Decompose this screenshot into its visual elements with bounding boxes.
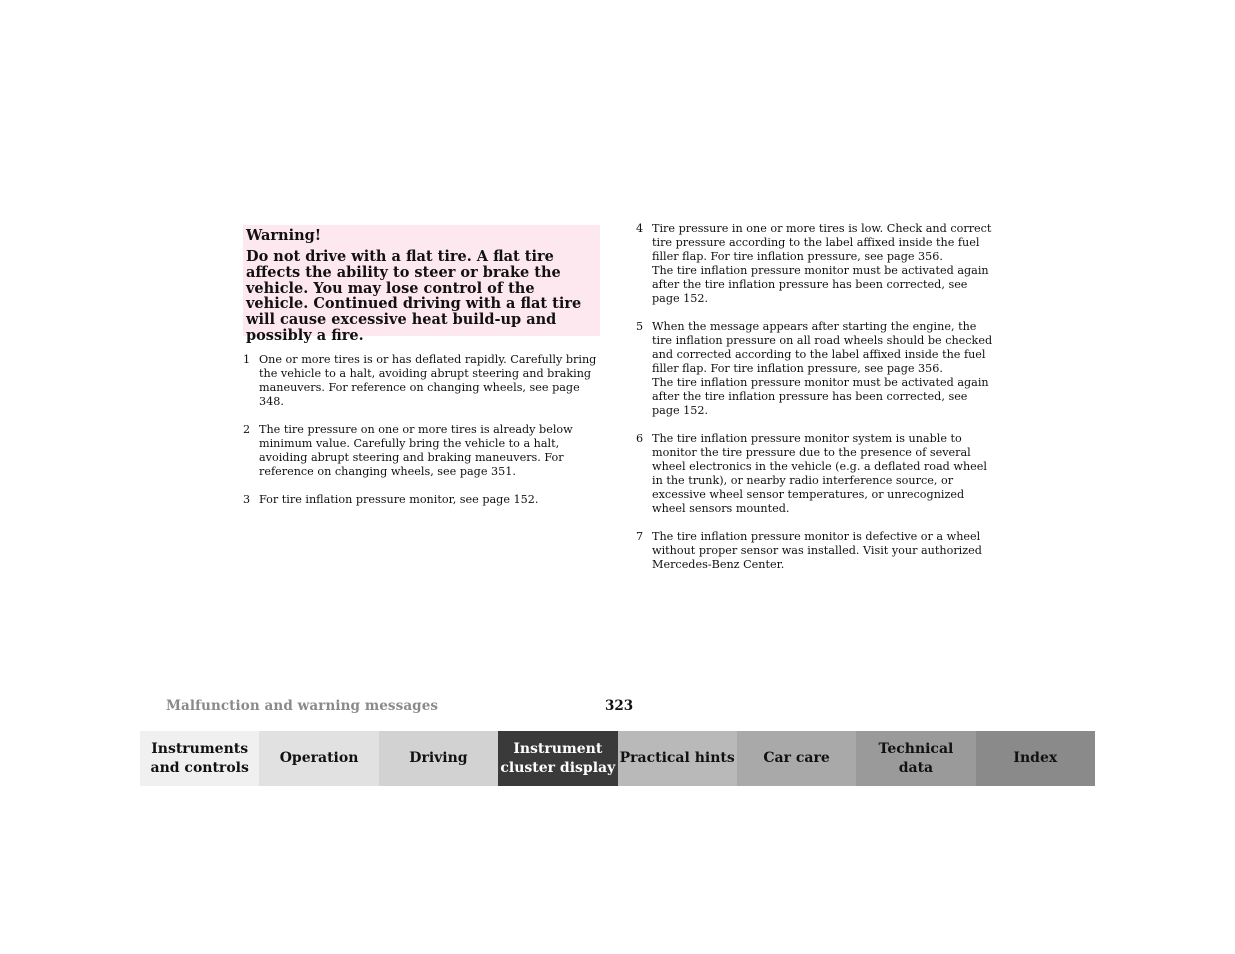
item-text: One or more tires is or has deflated rapidly. Carefully bring the vehicle to a halt, avoiding abrupt steering and braking maneuvers. For reference on changing wheels, see page 348.	[259, 353, 597, 408]
item-text: The tire inflation pressure monitor must be activated again after the tire inflation pressure has been corrected, see page 152.	[652, 264, 989, 305]
list-item	[243, 423, 603, 479]
item-number: 1	[243, 353, 251, 366]
warning-title: Warning!	[246, 227, 322, 244]
item-number: 6	[636, 432, 644, 445]
item-number: 4	[636, 222, 644, 235]
tab-car-care[interactable]: Car care	[737, 731, 856, 786]
list-item	[636, 432, 996, 516]
list-item	[243, 353, 603, 409]
item-number: 7	[636, 530, 644, 543]
tab-index[interactable]: Index	[976, 731, 1095, 786]
tab-instrument-cluster-display[interactable]: Instrument cluster display	[498, 731, 617, 786]
list-item	[636, 530, 996, 572]
item-number: 2	[243, 423, 251, 436]
tab-operation[interactable]: Operation	[259, 731, 378, 786]
chapter-tab-bar	[140, 731, 1095, 786]
warning-box	[243, 225, 600, 344]
tab-technical-data[interactable]: Technical data	[856, 731, 975, 786]
tab-driving[interactable]: Driving	[379, 731, 498, 786]
item-number: 3	[243, 493, 251, 506]
item-text: When the message appears after starting the engine, the tire inflation pressure on all road wheels should be checked and corrected according to the label affixed inside the fuel filler flap. For tire inflation pressure, see page 356.	[652, 320, 993, 375]
item-text: The tire inflation pressure monitor system is unable to monitor the tire pressure due to the presence of several wheel electronics in the vehicle (e.g. a deflated road wheel in the trunk), or nearby radio interference source, or excessive wheel sensor temperatures, or unrecognized wheel sensors mounted.	[652, 432, 987, 515]
section-title: Malfunction and warning messages	[166, 698, 439, 714]
item-text: The tire inflation pressure monitor must be activated again after the tire inflation pressure has been corrected, see page 152.	[652, 376, 989, 417]
page-number: 323	[605, 698, 634, 714]
tab-practical-hints[interactable]: Practical hints	[618, 731, 737, 786]
left-column	[243, 353, 603, 521]
tab-instruments-and-controls[interactable]: Instruments and controls	[140, 731, 259, 786]
list-item	[243, 493, 603, 507]
warning-text: Do not drive with a flat tire. A flat tire affects the ability to steer or brake the vehicle. You may lose control of the vehicle. Continued driving with a flat tire will cause excessive heat build-up and possibly a fire.	[246, 248, 582, 344]
item-text: The tire inflation pressure monitor is defective or a wheel without proper sensor was installed. Visit your authorized Mercedes-Benz Center.	[652, 530, 982, 571]
item-text: Tire pressure in one or more tires is low. Check and correct tire pressure according to the label affixed inside the fuel filler flap. For tire inflation pressure, see page 356.	[652, 222, 992, 263]
right-column	[636, 222, 996, 586]
item-text: For tire inflation pressure monitor, see page 152.	[259, 493, 539, 506]
item-text: The tire pressure on one or more tires is already below minimum value. Carefully bring the vehicle to a halt, avoiding abrupt steering and braking maneuvers. For reference on changing wheels, see page 351.	[259, 423, 573, 478]
item-number: 5	[636, 320, 644, 333]
list-item	[636, 320, 996, 418]
list-item	[636, 222, 996, 306]
